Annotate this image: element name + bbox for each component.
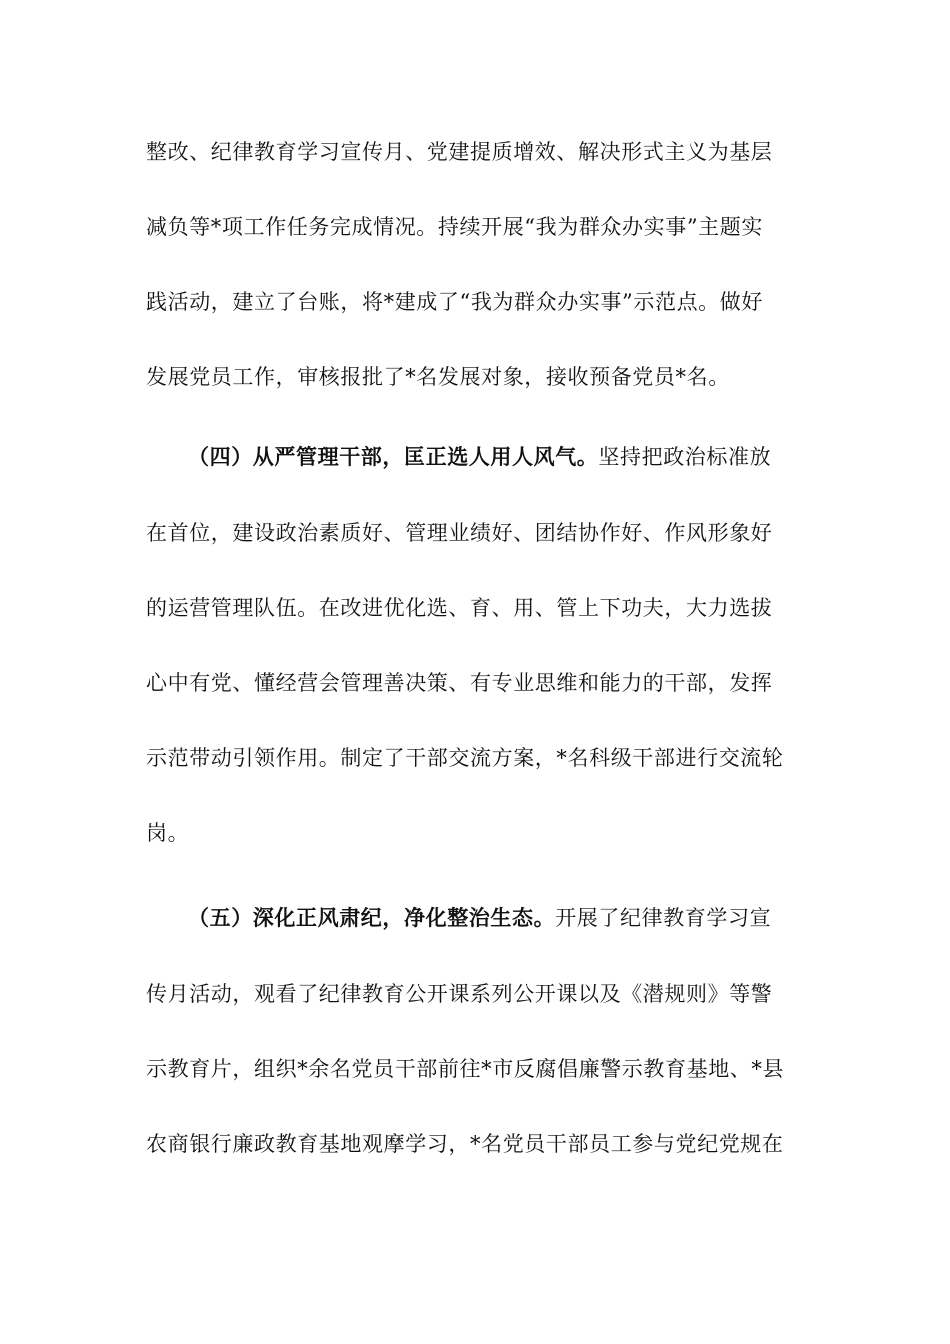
para3-heading: （五）深化正风肃纪，净化整治生态。: [188, 905, 556, 930]
para3-line-3: 示教育片，组织*余名党员干部前往*市反腐倡廉警示教育基地、*县: [146, 1057, 785, 1081]
para2-heading: （四）从严管理干部，匡正选人用人风气。: [188, 444, 599, 469]
para2-line-5: 示范带动引领作用。制定了干部交流方案，*名科级干部进行交流轮: [146, 746, 784, 770]
para3-first-line-text: 开展了纪律教育学习宣: [555, 906, 772, 930]
para3-line-2: 传月活动，观看了纪律教育公开课系列公开课以及《潜规则》等警: [146, 982, 773, 1006]
para3-first-line: [188, 903, 858, 933]
para2-line-4: 心中有党、懂经营会管理善决策、有专业思维和能力的干部，发挥: [146, 671, 773, 695]
para2-first-line: [188, 442, 858, 472]
para1-line-4: 发展党员工作，审核报批了*名发展对象，接收预备党员*名。: [146, 365, 730, 389]
para1-line-3: 践活动，建立了台账，将*建成了“我为群众办实事”示范点。做好: [146, 290, 763, 314]
para2-line-6: 岗。: [146, 821, 190, 845]
para1-line-2: 减负等*项工作任务完成情况。持续开展“我为群众办实事”主题实: [146, 215, 763, 239]
para2-line-2: 在首位，建设政治素质好、管理业绩好、团结协作好、作风形象好: [146, 521, 773, 545]
para3-line-4: 农商银行廉政教育基地观摩学习，*名党员干部员工参与党纪党规在: [146, 1132, 784, 1156]
para2-line-3: 的运营管理队伍。在改进优化选、育、用、管上下功夫，大力选拔: [146, 596, 773, 620]
para1-line-1: 整改、纪律教育学习宣传月、党建提质增效、解决形式主义为基层: [146, 140, 773, 164]
para2-first-line-text: 坚持把政治标准放: [598, 445, 772, 469]
